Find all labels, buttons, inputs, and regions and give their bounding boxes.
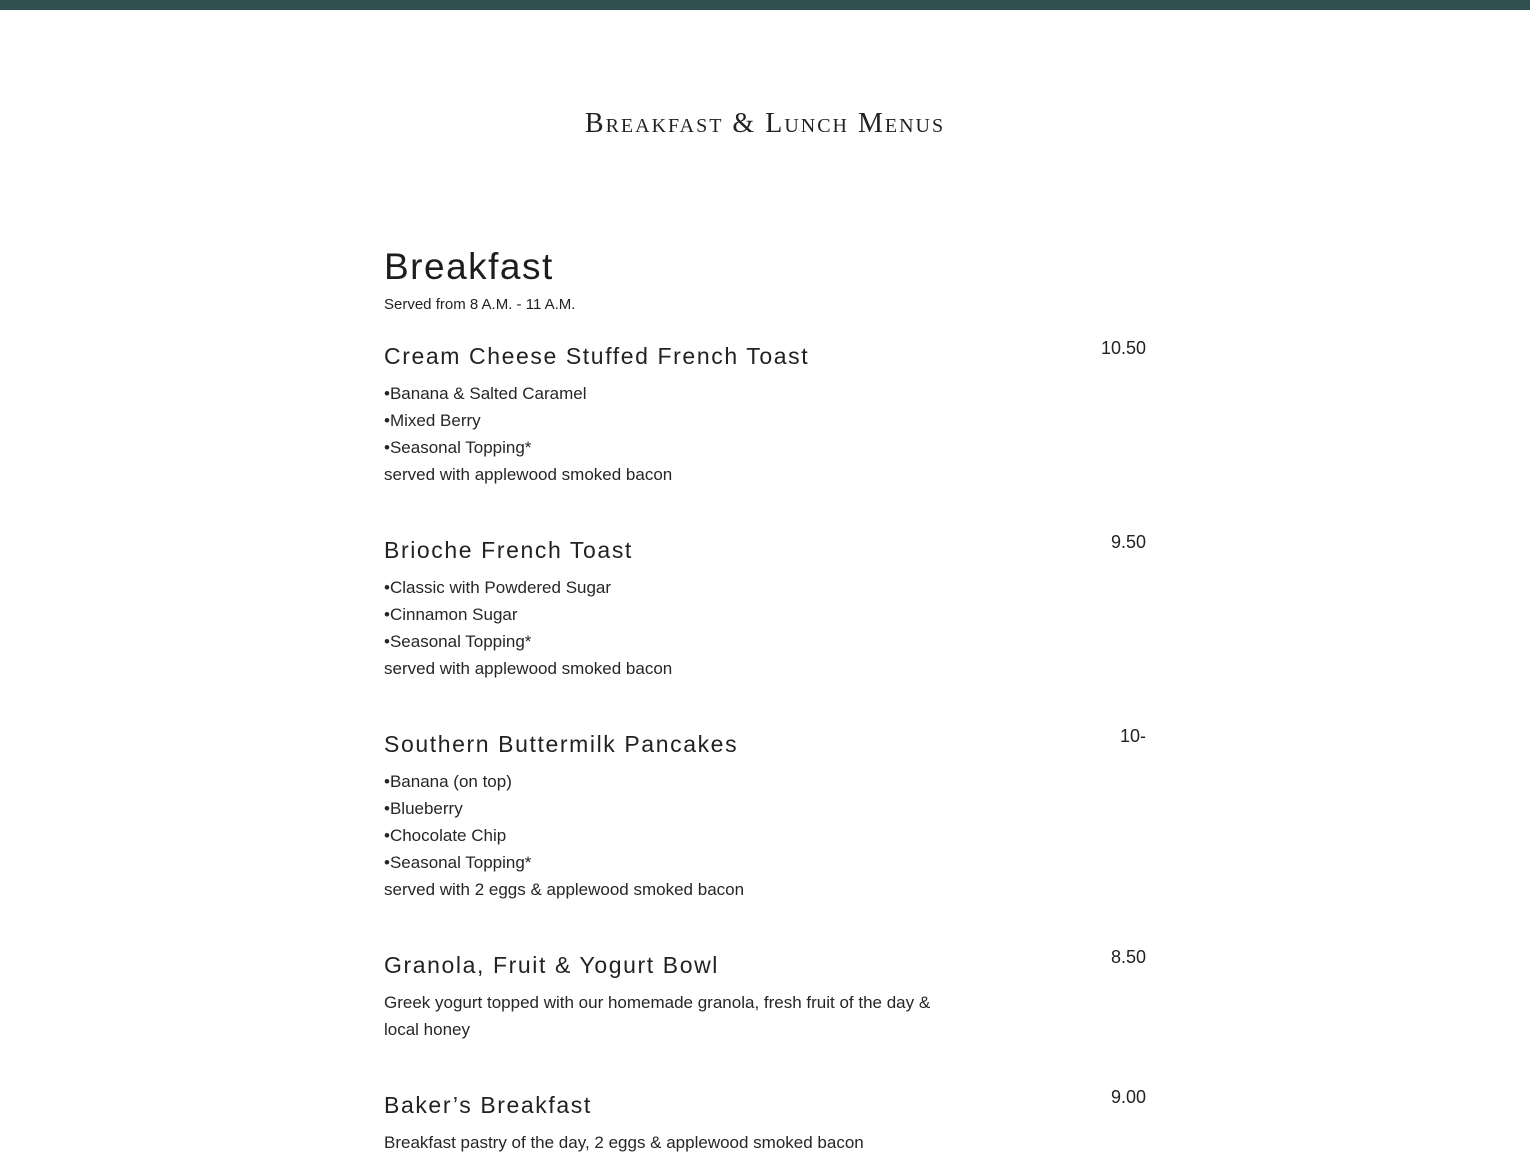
menu-item-header <box>384 726 1146 760</box>
menu-item-side: served with applewood smoked bacon <box>384 465 673 484</box>
menu-item-option: •Seasonal Topping* <box>384 853 532 872</box>
page-title: Breakfast & Lunch Menus <box>584 108 946 139</box>
menu-item-description <box>384 380 944 488</box>
menu-item-price: 9.00 <box>1110 1087 1146 1107</box>
menu-item <box>384 726 1146 903</box>
section-serving-hours: Served from 8 A.M. - 11 A.M. <box>384 296 576 313</box>
menu-item-option: •Cinnamon Sugar <box>384 605 518 624</box>
menu-item <box>384 532 1146 682</box>
menu-item-option: •Classic with Powdered Sugar <box>384 578 612 597</box>
menu-item-price: 8.50 <box>1110 947 1146 967</box>
section-heading: Breakfast <box>384 246 554 287</box>
menu-item-header <box>384 532 1146 566</box>
menu-item-price: 10.50 <box>1100 338 1146 358</box>
menu-item-description <box>384 989 944 1043</box>
menu-item-side: served with applewood smoked bacon <box>384 659 673 678</box>
menu-item-option: •Banana & Salted Caramel <box>384 384 587 403</box>
menu-item-price: 9.50 <box>1110 532 1146 552</box>
menu-item-name: Granola, Fruit & Yogurt Bowl <box>384 952 720 978</box>
menu-item-option: •Mixed Berry <box>384 411 481 430</box>
menu-item-option: •Chocolate Chip <box>384 826 507 845</box>
menu-item-header <box>384 338 1146 372</box>
menu-item-name: Brioche French Toast <box>384 537 633 563</box>
menu-item <box>384 947 1146 1043</box>
menu-item-option: •Seasonal Topping* <box>384 438 532 457</box>
menu-item-header <box>384 1087 1146 1121</box>
menu-item-description <box>384 1129 944 1156</box>
menu-item-name: Baker’s Breakfast <box>384 1092 592 1118</box>
menu-item-name: Cream Cheese Stuffed French Toast <box>384 343 810 369</box>
menu-item-description-text: Breakfast pastry of the day, 2 eggs & applewood smoked bacon <box>384 1133 864 1152</box>
menu-item-option: •Banana (on top) <box>384 772 512 791</box>
menu-item-description-text: Greek yogurt topped with our homemade granola, fresh fruit of the day & local honey <box>384 993 931 1039</box>
menu-item-description <box>384 768 944 903</box>
menu-item <box>384 338 1146 488</box>
menu-item-option: •Blueberry <box>384 799 463 818</box>
top-accent-bar <box>0 0 1530 10</box>
menu-item-option: •Seasonal Topping* <box>384 632 532 651</box>
menu-item-price: 10- <box>1119 726 1146 746</box>
menu-item-description <box>384 574 944 682</box>
menu-item-name: Southern Buttermilk Pancakes <box>384 731 739 757</box>
breakfast-section <box>384 245 1146 315</box>
menu-item-header <box>384 947 1146 981</box>
menu-item <box>384 1087 1146 1156</box>
menu-item-side: served with 2 eggs & applewood smoked bacon <box>384 880 745 899</box>
